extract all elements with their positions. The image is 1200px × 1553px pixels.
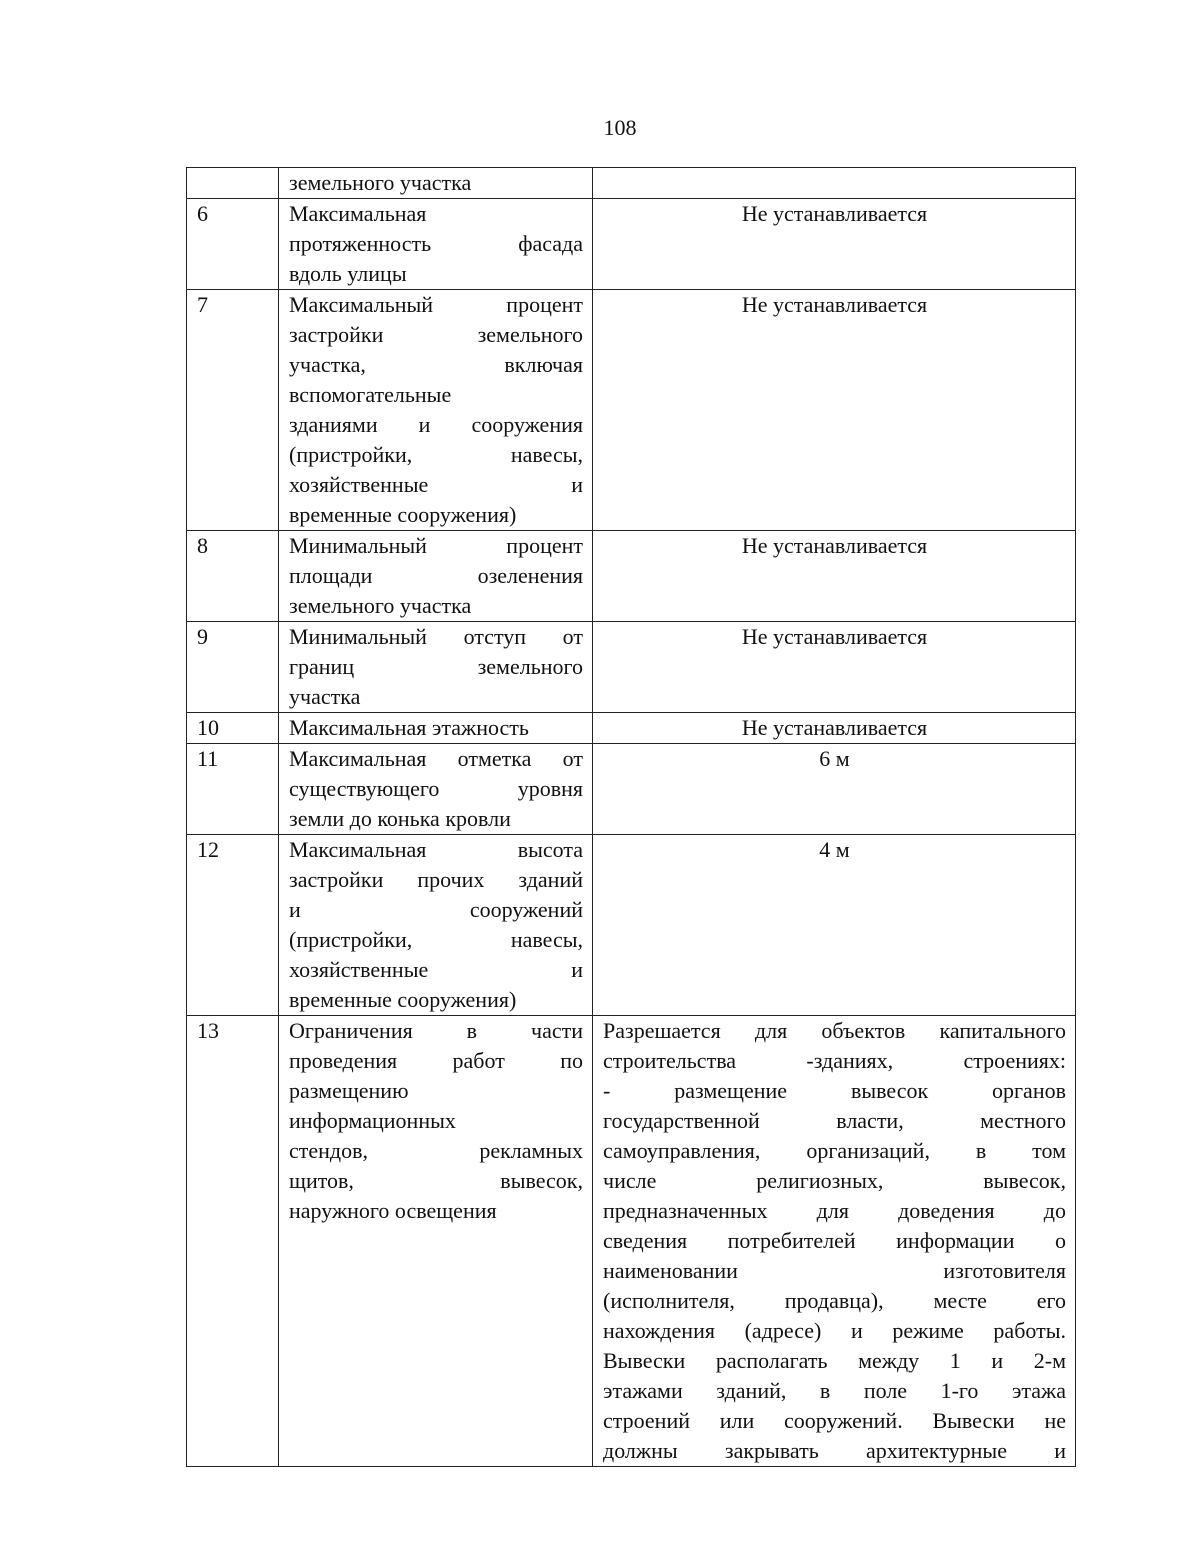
parameter-cell	[279, 713, 593, 744]
value-text: Не устанавливается	[741, 624, 928, 649]
value-text: 6 м	[819, 746, 850, 771]
parameter-line: Максимальный процент	[289, 292, 583, 317]
table-row	[187, 835, 1076, 1016]
parameter-cell	[279, 835, 593, 1016]
parameter-line: земельного участка	[289, 593, 472, 618]
parameter-line: временные сооружения)	[289, 987, 517, 1012]
parameter-cell	[279, 290, 593, 531]
parameter-line: хозяйственные и	[289, 957, 583, 982]
parameter-line: размещению	[289, 1078, 409, 1103]
row-number-cell: 13	[187, 1016, 279, 1467]
parameter-cell	[279, 168, 593, 199]
row-number-cell	[187, 168, 279, 199]
table-row	[187, 199, 1076, 290]
parameter-cell	[279, 199, 593, 290]
parameter-line: Максимальная	[289, 201, 427, 226]
value-text: Не устанавливается	[741, 715, 928, 740]
parameter-line: застройки прочих зданий	[289, 867, 583, 892]
value-line: наименовании изготовителя	[603, 1258, 1066, 1283]
value-cell	[593, 290, 1076, 531]
value-line: строительства -зданиях, строениях:	[603, 1048, 1066, 1073]
value-cell	[593, 199, 1076, 290]
value-line: числе религиозных, вывесок,	[603, 1168, 1066, 1193]
value-text: Не устанавливается	[741, 533, 928, 558]
row-number-cell: 10	[187, 713, 279, 744]
value-line: этажами зданий, в поле 1-го этажа	[603, 1378, 1066, 1403]
value-text: Не устанавливается	[741, 292, 928, 317]
value-cell	[593, 622, 1076, 713]
parameter-line: и сооружений	[289, 897, 583, 922]
parameter-line: Минимальный процент	[289, 533, 583, 558]
table-row	[187, 168, 1076, 199]
parameter-line: (пристройки, навесы,	[289, 442, 583, 467]
table-row	[187, 290, 1076, 531]
parameter-line: вспомогательные	[289, 382, 452, 407]
value-text: 4 м	[819, 837, 850, 862]
value-line: Разрешается для объектов капитального	[603, 1018, 1066, 1043]
table-row	[187, 622, 1076, 713]
parameter-line: наружного освещения	[289, 1198, 497, 1223]
parameter-line: застройки земельного	[289, 322, 583, 347]
parameter-line: проведения работ по	[289, 1048, 583, 1073]
parameter-cell	[279, 622, 593, 713]
parameter-line: щитов, вывесок,	[289, 1168, 583, 1193]
parameter-line: (пристройки, навесы,	[289, 927, 583, 952]
row-number-cell: 8	[187, 531, 279, 622]
parameter-line: границ земельного	[289, 654, 583, 679]
value-line: самоуправления, организаций, в том	[603, 1138, 1066, 1163]
parameter-line: Ограничения в части	[289, 1018, 583, 1043]
parameter-line: участка, включая	[289, 352, 583, 377]
parameter-line: земельного участка	[289, 170, 472, 195]
table-body	[187, 168, 1076, 1467]
row-number-cell: 7	[187, 290, 279, 531]
value-cell	[593, 168, 1076, 199]
parameter-line: Минимальный отступ от	[289, 624, 583, 649]
table-row	[187, 744, 1076, 835]
table-row	[187, 531, 1076, 622]
value-line: нахождения (адресе) и режиме работы.	[603, 1318, 1066, 1343]
parameter-cell	[279, 744, 593, 835]
parameter-line: протяженность фасада	[289, 231, 583, 256]
value-line: строений или сооружений. Вывески не	[603, 1408, 1066, 1433]
parameter-line: хозяйственные и	[289, 472, 583, 497]
parameter-line: участка	[289, 684, 361, 709]
value-cell	[593, 744, 1076, 835]
row-number-cell: 11	[187, 744, 279, 835]
value-line: (исполнителя, продавца), месте его	[603, 1288, 1066, 1313]
row-number-cell: 6	[187, 199, 279, 290]
parameter-line: информационных	[289, 1108, 456, 1133]
table-row	[187, 713, 1076, 744]
value-text: Не устанавливается	[741, 201, 928, 226]
parameter-line: стендов, рекламных	[289, 1138, 583, 1163]
parameter-line: вдоль улицы	[289, 261, 407, 286]
parameter-line: земли до конька кровли	[289, 806, 511, 831]
value-cell	[593, 835, 1076, 1016]
parameter-cell	[279, 531, 593, 622]
row-number-cell: 12	[187, 835, 279, 1016]
parameter-cell	[279, 1016, 593, 1467]
value-line: государственной власти, местного	[603, 1108, 1066, 1133]
parameter-line: зданиями и сооружения	[289, 412, 583, 437]
value-cell	[593, 531, 1076, 622]
row-number-cell: 9	[187, 622, 279, 713]
value-line: Вывески располагать между 1 и 2-м	[603, 1348, 1066, 1373]
table-row	[187, 1016, 1076, 1467]
value-line: - размещение вывесок органов	[603, 1078, 1066, 1103]
parameter-line: временные сооружения)	[289, 502, 517, 527]
value-line: должны закрывать архитектурные и	[603, 1438, 1066, 1463]
page-number: 108	[603, 115, 637, 140]
regulations-table	[186, 167, 1076, 1467]
parameter-line: Максимальная отметка от	[289, 746, 583, 771]
parameter-line: существующего уровня	[289, 776, 583, 801]
value-cell	[593, 1016, 1076, 1467]
value-line: сведения потребителей информации о	[603, 1228, 1066, 1253]
value-cell	[593, 713, 1076, 744]
value-line: предназначенных для доведения до	[603, 1198, 1066, 1223]
parameter-line: площади озеленения	[289, 563, 583, 588]
parameter-line: Максимальная высота	[289, 837, 583, 862]
parameter-line: Максимальная этажность	[289, 715, 529, 740]
